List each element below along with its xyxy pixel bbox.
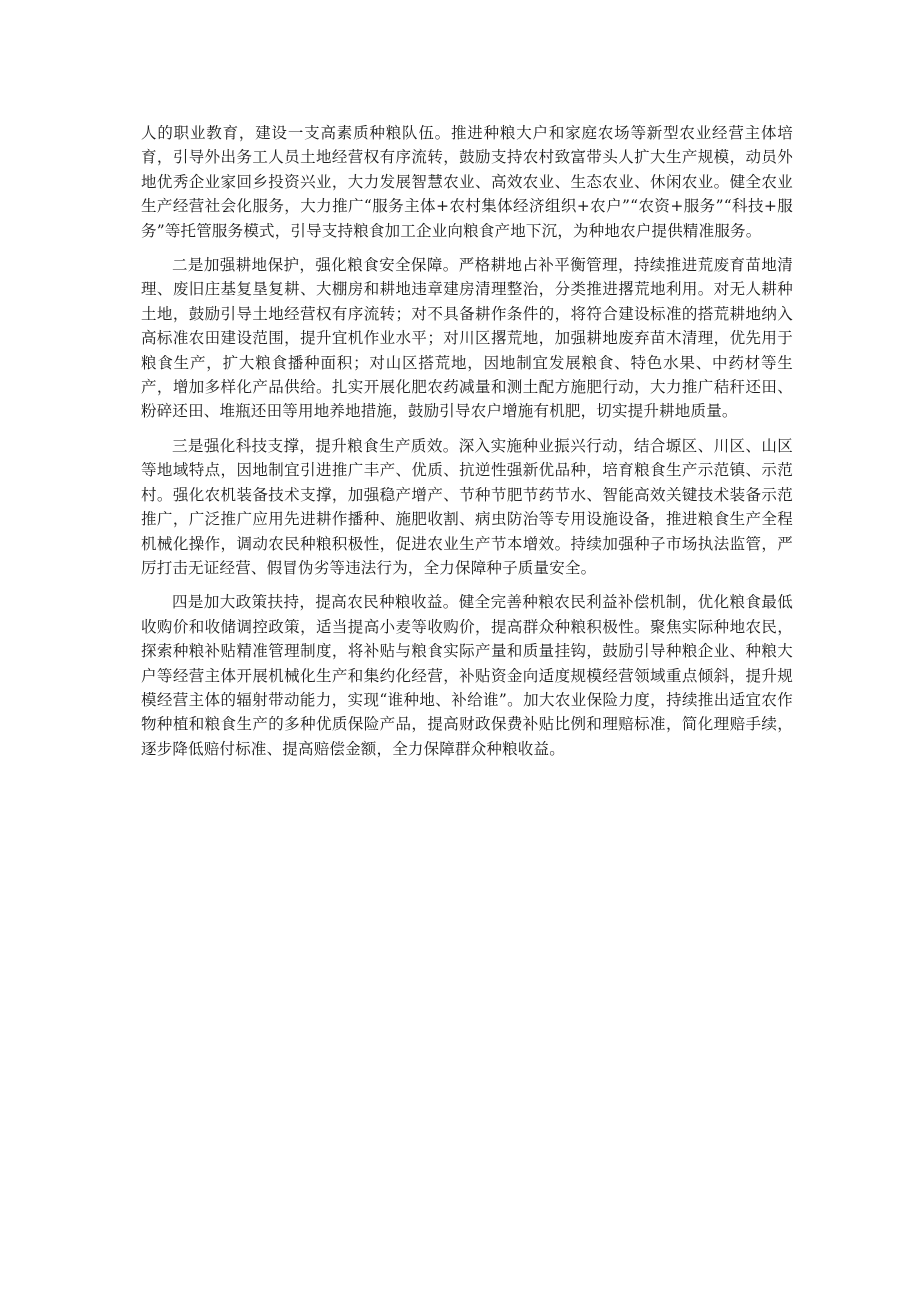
document-body <box>141 121 793 771</box>
paragraph-policy-support: 四是加大政策扶持，提高农民种粮收益。健全完善种粮农民利益补偿机制，优化粮食最低收购价和收储调控政策，适当提高小麦等收购价，提高群众种粮积极性。聚焦实际种地农民，探索种粮补贴精准管理制度，将补贴与粮食实际产量和质量挂钩，鼓励引导种粮企业、种粮大户等经营主体开展机械化生产和集约化经营，补贴资金向适度规模经营领域重点倾斜，提升规模经营主体的辐射带动能力，实现“谁种地、补给谁”。加大农业保险力度，持续推出适宜农作物种植和粮食生产的多种优质保险产品，提高财政保费补贴比例和理赔标准，简化理赔手续，逐步降低赔付标准、提高赔偿金额，全力保障群众种粮收益。 <box>141 593 793 758</box>
paragraph-continuation: 人的职业教育，建设一支高素质种粮队伍。推进种粮大户和家庭农场等新型农业经营主体培育，引导外出务工人员土地经营权有序流转，鼓励支持农村致富带头人扩大生产规模，动员外地优秀企业家回乡投资兴业，大力发展智慧农业、高效农业、生态农业、休闲农业。健全农业生产经营社会化服务，大力推广“服务主体+农村集体经济组织+农户”“农资+服务”“科技+服务”等托管服务模式，引导支持粮食加工企业向粮食产地下沉，为种地农户提供精准服务。 <box>141 124 793 240</box>
paragraph-cultivated-land-protection: 二是加强耕地保护，强化粮食安全保障。严格耕地占补平衡管理，持续推进荒废育苗地清理、废旧庄基复垦复耕、大棚房和耕地违章建房清理整治，分类推进撂荒地利用。对无人耕种土地，鼓励引导土地经营权有序流转；对不具备耕作条件的，将符合建设标准的搭荒耕地纳入高标准农田建设范围，提升宜机作业水平；对川区撂荒地，加强耕地废弃苗木清理，优先用于粮食生产，扩大粮食播种面积；对山区搭荒地，因地制宜发展粮食、特色水果、中药材等生产，增加多样化产品供给。扎实开展化肥农药减量和测土配方施肥行动，大力推广秸秆还田、粉碎还田、堆瓶还田等用地养地措施，鼓励引导农户增施有机肥，切实提升耕地质量。 <box>141 256 793 421</box>
paragraph-technology-support: 三是强化科技支撑，提升粮食生产质效。深入实施种业振兴行动，结合塬区、川区、山区等地域特点，因地制宜引进推广丰产、优质、抗逆性强新优品种，培育粮食生产示范镇、示范村。强化农机装备技术支撑，加强稳产增产、节种节肥节药节水、智能高效关键技术装备示范推广，广泛推广应用先进耕作播种、施肥收割、病虫防治等专用设施设备，推进粮食生产全程机械化操作，调动农民种粮积极性，促进农业生产节本增效。持续加强种子市场执法监管，严厉打击无证经营、假冒伪劣等违法行为，全力保障种子质量安全。 <box>141 436 793 577</box>
